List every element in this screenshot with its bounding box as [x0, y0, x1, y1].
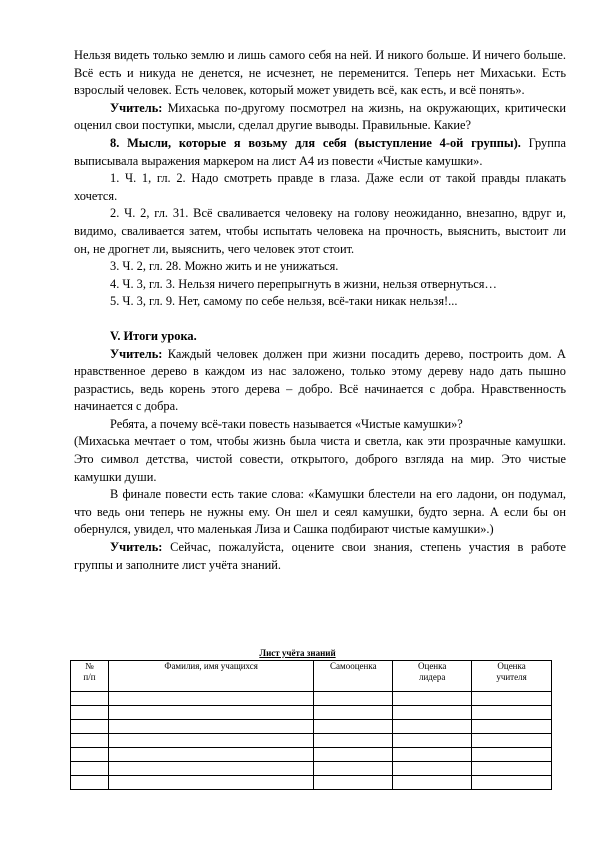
paragraph-teacher-3	[74, 539, 566, 574]
quote-item-3: 3. Ч. 2, гл. 28. Можно жить и не унижаться.	[110, 259, 339, 274]
paragraph-text: Михаська по-другому посмотрел на жизнь, на окружающих, критически оценил свои поступки, мысли, сделал другие выводы. Правильные. Какие?	[74, 100, 566, 133]
paragraph-finale: В финале повести есть такие слова: «Камушки блестели на его ладони, он подумал, что ведь они теперь не нужны ему. Он шел и сеял камушки, будто зерна. А если бы он обернулся, увидел, что маленькая Лиза и Сашка подбирают чистые камушки».)	[74, 487, 566, 537]
paragraph-question: Ребята, а почему всё-таки повесть называется «Чистые камушки»?	[110, 416, 463, 431]
table-row	[71, 706, 552, 720]
quote-item-5: 5. Ч. 3, гл. 9. Нет, самому по себе нельзя, всё-таки никак нельзя!...	[110, 294, 458, 309]
table-row	[71, 720, 552, 734]
quote-item-1: 1. Ч. 1, гл. 2. Надо смотреть правде в глаза. Даже если от такой правды плакать хочется.	[74, 171, 566, 203]
header-number: № п/п	[71, 661, 109, 692]
group-heading: 8. Мысли, которые я возьму для себя (выступление 4-ой группы).	[110, 135, 521, 150]
header-teacher-grade: Оценка учителя	[472, 661, 552, 692]
table-row	[71, 776, 552, 790]
teacher-label: Учитель:	[110, 346, 163, 361]
quote-item-2: 2. Ч. 2, гл. 31. Всё сваливается человеку на голову неожиданно, внезапно, вдруг и, видимо, сваливается затем, чтобы испытать человека на прочность, выяснить, выстоит ли он, не дрогнет ли, выяснить, чего человек этот стоит.	[74, 206, 566, 256]
header-leader-grade: Оценка лидера	[393, 661, 472, 692]
document-body	[74, 47, 566, 574]
header-self-assessment: Самооценка	[314, 661, 393, 692]
table-row	[71, 734, 552, 748]
paragraph-answer: (Михаська мечтает о том, чтобы жизнь была чиста и светла, как эти прозрачные камушки. Это символ детства, чистой совести, открытого, доброго взгляда на мир. Это чистые камушки души.	[74, 434, 566, 484]
paragraph-quote-end: Нельзя видеть только землю и лишь самого себя на ней. И никого больше. И ничего больше. Всё есть и никуда не денется, не исчезнет, не переменится. Теперь нет Михаськи. Есть взрослый человек. Есть человек, который может увидеть всё, как есть, и всё понять».	[74, 48, 566, 98]
quote-item-4: 4. Ч. 3, гл. 3. Нельзя ничего перепрыгнуть в жизни, нельзя отвернуться…	[110, 276, 497, 291]
table-header-row	[71, 661, 552, 692]
section-heading: V. Итоги урока.	[110, 328, 197, 343]
knowledge-table	[70, 660, 552, 790]
table-row	[71, 748, 552, 762]
table-row	[71, 762, 552, 776]
paragraph-group-4	[74, 135, 566, 170]
teacher-label: Учитель:	[110, 100, 163, 115]
teacher-label: Учитель:	[110, 540, 163, 555]
paragraph-text: Каждый человек должен при жизни посадить дерево, построить дом. А нравственное дерево в каждом из нас заложено, только этому дереву надо дать пышно разрастись, ведь корень этого дерева – добро. Всё начинается с добра. Нравственность начинается с добра.	[74, 346, 566, 414]
paragraph-teacher-1	[74, 100, 566, 135]
table-title: Лист учёта знаний	[259, 648, 336, 658]
header-student-name: Фамилия, имя учащихся	[108, 661, 313, 692]
paragraph-text: Группа выписывала выражения маркером на лист А4 из повести «Чистые камушки».	[74, 135, 567, 168]
paragraph-teacher-2	[74, 346, 566, 416]
table-row	[71, 692, 552, 706]
paragraph-text: Сейчас, пожалуйста, оцените свои знания, степень участия в работе группы и заполните лист учёта знаний.	[74, 540, 566, 572]
